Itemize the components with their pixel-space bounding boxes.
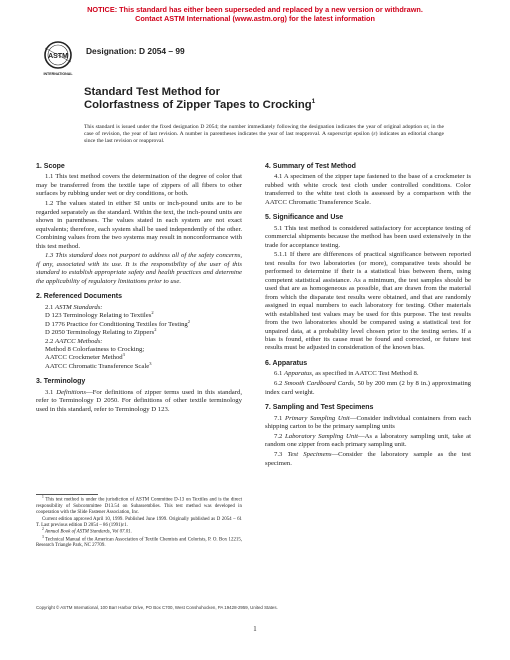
section-heading: 1. Scope [36, 163, 65, 170]
document-title [84, 86, 315, 112]
page-number: 1 [253, 626, 257, 633]
footnote: $^2$ Annual Book of ASTM Standards, Vol 07.01. [42, 527, 132, 535]
section-heading: 6. Apparatus [265, 359, 308, 367]
reference-item: Method 8 Colorfastness to Crocking; [45, 345, 145, 353]
section-significance [265, 214, 471, 353]
section-heading: 7. Sampling and Test Specimens [265, 404, 374, 412]
paragraph: 5.1.1 If there are differences of practical significance between reported test results for two laboratories (or more), comparative tests should be performed to determine if their is a statistical bias between them, using competent statistical assistance. As a minimum, the test samples should be used that are as homogeneous as possible, that are drawn from the material from which the disparate test results were obtained, and that are randomly assigned in equal numbers to each laboratory for testing. Other materials with established test values may be used for this purpose. The test results from the two laboratories should be compared using a statistical test for unpaired data, at a probability level chosen prior to the testing series. If a bias is found, either its cause must be found and corrected, or future test results must be adjusted in consideration of the known bias. [265, 251, 471, 352]
paragraph: 1.1 This test method covers the determination of the degree of color that may be transferred from the textile tape of zippers of all fibers to other surfaces by rubbing under wet or dry conditions, or both. [36, 173, 242, 198]
reference-item: D 2050 Terminology Relating to Zippers$^2$ [45, 326, 157, 337]
footnote-divider [36, 494, 98, 495]
title-line-2 [84, 99, 315, 112]
left-column [36, 163, 242, 421]
reference-item: AATCC Chromatic Transference Scale$^3$ [45, 360, 152, 370]
paragraph: 3.1 Definitions—For definitions of zipper terms used in this standard, refer to Terminology D 2050. For definitions of other textile terminology used in this standard, refer to Terminology D 123. [36, 388, 242, 413]
section-scope [36, 163, 242, 286]
svg-text:ASTM: ASTM [48, 53, 68, 60]
paragraph: 6.1 Apparatus, as specified in AATCC Test Method 8. [274, 370, 419, 378]
footnote: $^3$ Technical Manual of the American Association of Textile Chemists and Colorists, P. O. Box 12215, Research Triangle Park, NC 27709. [36, 534, 242, 549]
footnotes [36, 497, 242, 550]
paragraph: 7.1 Primary Sampling Unit—Consider individual containers from each shipping carton to be the primary sampling units [265, 414, 472, 431]
reference-item: AATCC Crockmeter Method$^3$ [45, 352, 125, 362]
intro-paragraph: This standard is issued under the fixed designation D 2054; the number immediately following the designation indicates the year of original adoption or, in the case of revision, the year of last revision. A number in parentheses indicates the year of last reapproval. A superscript epsilon (ε) indicates an editorial change since the last revision or reapproval. [84, 124, 444, 144]
paragraph: 7.3 Test Specimens—Consider the laboratory sample as the test specimen. [265, 451, 471, 467]
paragraph: 1.3 This standard does not purport to address all of the safety concerns, if any, associated with its use. It is the responsibility of the user of this standard to establish appropriate safety and health practices and determine the applicability of regulatory limitations prior to use. [36, 252, 242, 285]
paragraph: 4.1 A specimen of the zipper tape fastened to the base of a crockmeter is rubbed with white crock test cloth under controlled conditions. Color transferred to the white test cloth is assessed by a comparison with the AATCC Chromatic Transference Scale. [265, 173, 471, 206]
section-heading: 2. Referenced Documents [36, 293, 122, 301]
astm-standards-label: 2.1 ASTM Standards: [45, 303, 103, 311]
paragraph: 6.2 Smooth Cardboard Cards, 50 by 200 mm (2 by 8 in.) approximating index card weight. [265, 380, 472, 396]
paragraph: 5.1 This test method is considered satisfactory for acceptance testing of commercial shipments because the method has been used extensively in the trade for acceptance testing. [265, 224, 471, 249]
reference-item: D 123 Terminology Relating to Textiles$^2$ [45, 309, 154, 320]
copyright-line: Copyright © ASTM International, 100 Barr Harbor Drive, PO Box C700, West Conshohocken, PA 19428-2959, United States. [36, 605, 278, 610]
section-heading: 5. Significance and Use [265, 214, 344, 222]
section-referenced-documents [36, 293, 242, 371]
section-apparatus [265, 360, 471, 397]
title-footnote-mark: 1 [311, 98, 316, 106]
svg-text:INTERNATIONAL: INTERNATIONAL [43, 72, 73, 76]
title-line-1: Standard Test Method for [84, 86, 220, 98]
paragraph: 7.2 Laboratory Sampling Unit—As a laboratory sampling unit, take at random one zipper from each primary sampling unit. [265, 433, 471, 449]
astm-logo-icon [42, 40, 74, 78]
section-heading: 3. Terminology [36, 378, 86, 386]
paragraph: 1.2 The values stated in either SI units or inch-pound units are to be regarded separately as the standard. Within the text, the inch-pound units are shown in parentheses. The values stated in each system are not exact equivalents; therefore, each system shall be used independently of the other. Combining values from the two systems may result in nonconformance with this test method. [36, 200, 242, 250]
reference-item: D 1776 Practice for Conditioning Textiles for Testing$^2$ [45, 318, 191, 328]
right-column [265, 163, 471, 475]
footnote: Current edition approved April 10, 1999. Published June 1999. Originally published as D 2054 – 61 T. Last previous edition D 2054 – 86 (1991)ε1. [36, 516, 242, 528]
notice-line-1: NOTICE: This standard has either been superseded and replaced by a new version or withdrawn. [87, 5, 423, 14]
section-summary [265, 163, 471, 207]
section-terminology [36, 378, 242, 414]
aatcc-methods-label: 2.2 AATCC Methods: [45, 337, 103, 345]
withdrawal-notice [0, 5, 510, 23]
notice-line-2: Contact ASTM International (www.astm.org) for the latest information [135, 14, 375, 23]
title-text: Colorfastness of Zipper Tapes to Crocking [84, 99, 312, 111]
section-heading: 4. Summary of Test Method [265, 163, 356, 170]
designation: Designation: D 2054 – 99 [86, 46, 185, 56]
footnote: $^1$ This test method is under the jurisdiction of ASTM Committee D-13 on Textiles and is the direct responsibility of Subcommittee D13.54 on Subassemblies. This test method was developed in cooperation with the Slide Fastener Association, Inc. [36, 495, 242, 515]
section-sampling [265, 404, 471, 468]
